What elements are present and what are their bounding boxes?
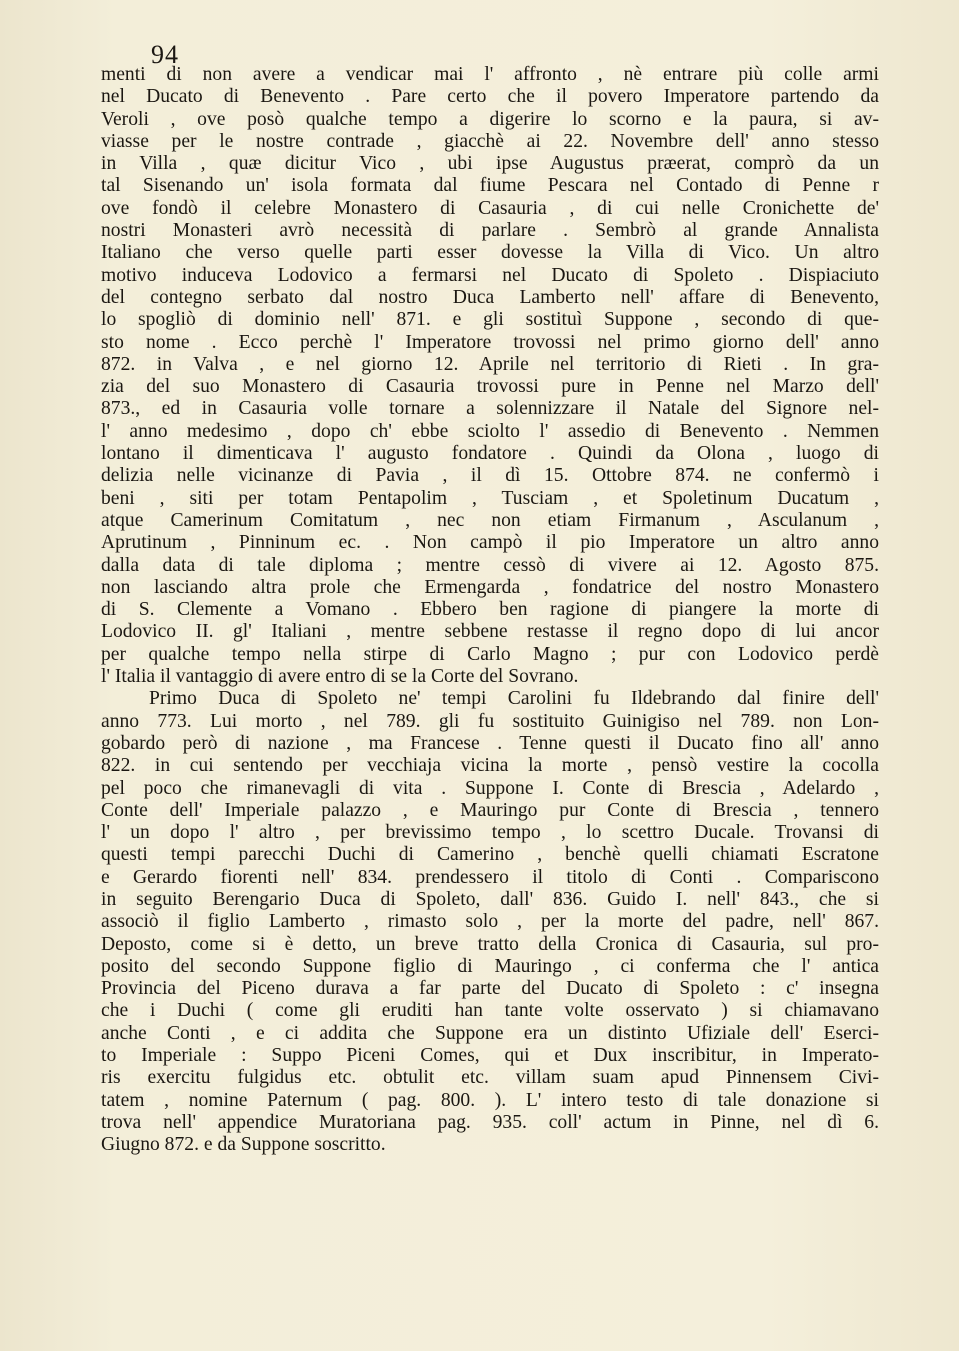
text-line: per qualche tempo nella stirpe di Carlo Magno ; pur con Lodovico perdè	[101, 643, 879, 665]
text-line: 873., ed in Casauria volle tornare a solennizzare il Natale del Signore nel-	[101, 398, 879, 420]
text-line: Italiano che verso quelle parti esser dovesse la Villa di Vico. Un altro	[101, 242, 879, 264]
text-line: anche Conti , e ci addita che Suppone era un distinto Ufiziale dell' Eserci-	[101, 1022, 879, 1044]
text-line: tatem , nomine Paternum ( pag. 800. ). L' intero testo di tale donazione si	[101, 1089, 879, 1111]
text-line: questi tempi parecchi Duchi di Camerino , benchè quelli chiamati Escratone	[101, 844, 879, 866]
text-line: trova nell' appendice Muratoriana pag. 935. coll' actum in Pinne, nel dì 6.	[101, 1111, 879, 1133]
text-line: posito del secondo Suppone figlio di Mauringo , ci conferma che l' antica	[101, 955, 879, 977]
body-text	[101, 64, 879, 1157]
text-line: associò il figlio Lamberto , rimasto solo , per la morte del padre, nell' 867.	[101, 911, 879, 933]
text-line: Giugno 872. e da Suppone soscritto.	[101, 1134, 386, 1156]
text-line: Aprutinum , Pinninum ec. . Non campò il pio Imperatore un altro anno	[101, 532, 879, 554]
text-line: che i Duchi ( come gli eruditi han tante volte osservato ) si chiamavano	[101, 1000, 879, 1022]
text-line: di S. Clemente a Vomano . Ebbero ben ragione di piangere la morte di	[101, 599, 879, 621]
text-line: Deposto, come si è detto, un breve tratto della Cronica di Casauria, sul pro-	[101, 933, 879, 955]
text-line: ris exercitu fulgidus etc. obtulit etc. villam suam apud Pinnensem Civi-	[101, 1067, 879, 1089]
text-line: Veroli , ove posò qualche tempo a digerire lo scorno e la paura, si av-	[101, 108, 879, 130]
text-line: beni , siti per totam Pentapolim , Tusciam , et Spoletinum Ducatum ,	[101, 487, 879, 509]
text-line: 822. in cui sentendo per vecchiaja vicina la morte , pensò vestire la cocolla	[101, 755, 879, 777]
text-line: nel Ducato di Benevento . Pare certo che il povero Imperatore partendo da	[101, 86, 879, 108]
text-line: l' un dopo l' altro , per brevissimo tempo , lo scettro Ducale. Trovansi di	[101, 822, 879, 844]
text-line: to Imperiale : Suppo Piceni Comes, qui et Dux inscribitur, in Imperato-	[101, 1045, 879, 1067]
text-line: ove fondò il celebre Monastero di Casauria , di cui nelle Cronichette de'	[101, 197, 879, 219]
text-line: e Gerardo fiorenti nell' 834. prendessero il titolo di Conti . Compariscono	[101, 866, 879, 888]
text-line: Provincia del Piceno durava a far parte del Ducato di Spoleto : c' insegna	[101, 978, 879, 1000]
text-line: pel poco che rimanevagli di vita . Suppone I. Conte di Brescia , Adelardo ,	[101, 777, 879, 799]
text-line: in Villa , quæ dicitur Vico , ubi ipse Augustus præerat, comprò da un	[101, 153, 879, 175]
text-line: l' anno medesimo , dopo ch' ebbe sciolto l' assedio di Benevento . Nemmen	[101, 420, 879, 442]
text-line: 872. in Valva , e nel giorno 12. Aprile nel territorio di Rieti . In gra-	[101, 353, 879, 375]
text-line: motivo induceva Lodovico a fermarsi nel Ducato di Spoleto . Dispiaciuto	[101, 264, 879, 286]
text-line: non lasciando altra prole che Ermengarda , fondatrice del nostro Monastero	[101, 576, 879, 598]
text-line: sto nome . Ecco perchè l' Imperatore trovossi nel primo giorno dell' anno	[101, 331, 879, 353]
text-line: Lodovico II. gl' Italiani , mentre sebbene restasse il regno dopo di lui ancor	[101, 621, 879, 643]
text-line: del contegno serbato dal nostro Duca Lamberto nell' affare di Benevento,	[101, 286, 879, 308]
text-line: menti di non avere a vendicar mai l' affronto , nè entrare più colle armi	[101, 64, 879, 85]
text-line: delizia nelle vicinanze di Pavia , il dì 15. Ottobre 874. ne confermò i	[101, 465, 879, 487]
text-line: anno 773. Lui morto , nel 789. gli fu sostituito Guinigiso nel 789. non Lon-	[101, 710, 879, 732]
text-line: Primo Duca di Spoleto ne' tempi Carolini fu Ildebrando dal finire dell'	[149, 688, 879, 710]
text-line: Conte dell' Imperiale palazzo , e Mauringo pur Conte di Brescia , tennero	[101, 799, 879, 821]
text-line: nostri Monasteri avrò necessità di parlare . Sembrò al grande Annalista	[101, 220, 879, 242]
text-line: tal Sisenando un' isola formata dal fiume Pescara nel Contado di Penne r	[101, 175, 879, 197]
text-line: atque Camerinum Comitatum , nec non etiam Firmanum , Asculanum ,	[101, 509, 879, 531]
text-line: lo spogliò di dominio nell' 871. e gli sostituì Suppone , secondo di que-	[101, 309, 879, 331]
text-line: viasse per le nostre contrade , giacchè ai 22. Novembre dell' anno stesso	[101, 130, 879, 152]
text-line: dalla data di tale diploma ; mentre cessò di vivere ai 12. Agosto 875.	[101, 554, 879, 576]
text-line: lontano il dimenticava l' augusto fondatore . Quindi da Olona , luogo di	[101, 443, 879, 465]
text-line: in seguito Berengario Duca di Spoleto, dall' 836. Guido I. nell' 843., che si	[101, 888, 879, 910]
text-line: l' Italia il vantaggio di avere entro di se la Corte del Sovrano.	[101, 666, 579, 688]
text-line: zia del suo Monastero di Casauria trovossi pure in Penne nel Marzo dell'	[101, 376, 879, 398]
page-number: 94	[151, 40, 179, 69]
text-line: gobardo però di nazione , ma Francese . Tenne questi il Ducato fino all' anno	[101, 732, 879, 754]
